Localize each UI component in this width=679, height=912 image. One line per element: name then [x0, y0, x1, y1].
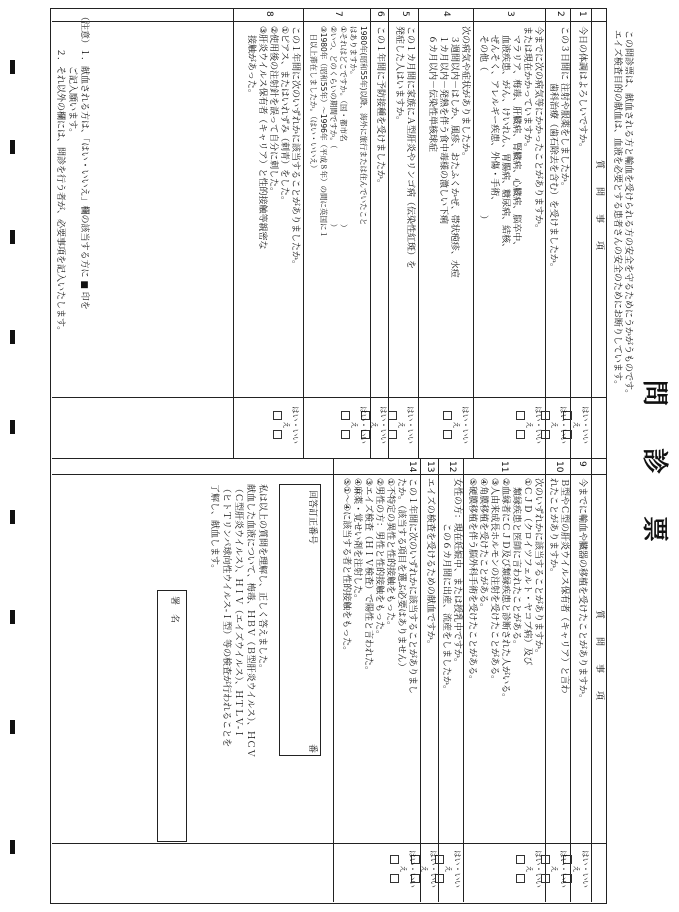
consent-line-1: 私は以上の質問を理解し、正しく答えました。: [257, 484, 267, 674]
q10-answer[interactable]: はい・いいえ: [539, 848, 568, 890]
q5-answer[interactable]: はい・いいえ: [386, 404, 415, 446]
consent-line-3: （Ｃ型肝炎ウイルス）、ＨＩＶ（エイズウイルス）、ＨＴＬＶ-Ｉ: [233, 484, 243, 739]
mark: [10, 840, 15, 854]
q8-number: 8: [264, 11, 274, 17]
q13-number: 13: [425, 461, 435, 473]
mark: [10, 510, 15, 524]
q7-text-5: ③1980年（昭和55年）～1996年（平成８年）の間に英国に１: [319, 26, 328, 238]
q13-answer[interactable]: はい・いいえ: [409, 848, 438, 890]
q11-number: 11: [499, 461, 509, 473]
q14-text-7: ⑤①～④に該当する者と性的接触をもった。: [341, 478, 351, 656]
q12-answer[interactable]: はい・いいえ: [433, 848, 462, 890]
q14-text-6: ④麻薬・覚せい剤を注射した。: [352, 478, 362, 604]
q1-number: 1: [577, 11, 587, 17]
q12-text-1: 女性の方：現在妊娠中、または授乳中ですか。: [452, 478, 462, 668]
q14-text-5: ③エイズ検査（ＨＩＶ検査）で陽性と言われた。: [363, 478, 373, 675]
q11-text-1: 次のいずれかに該当することがありますか。: [533, 478, 543, 659]
consent-line-5: 了解し、献血します。: [209, 484, 219, 574]
q12-text-2: この６カ月間に出産、流産をしましたか。: [441, 478, 451, 695]
mark: [10, 610, 15, 624]
q12-number: 12: [447, 461, 457, 473]
q7-text-6: 日以上滞在しましたか。（はい・いいえ）: [309, 26, 318, 173]
q14-answer[interactable]: はい・いいえ: [388, 848, 417, 890]
q3-text-3: マラリア、梅毒、肝臓病、腎臓病、心臓病、脳卒中、: [511, 26, 521, 251]
mark: [10, 230, 15, 244]
q4-answer[interactable]: はい・いいえ: [441, 404, 470, 446]
q3-answer[interactable]: はい・いいえ: [514, 404, 543, 446]
note-1: （注意）１．献血される方は、「はい・いいえ」欄の該当する方に ■ 印を: [79, 12, 89, 310]
consent-line-4: （ヒトＴリンパ球向性ウイルス-Ｉ型）等の検査が行われることを: [221, 484, 231, 748]
q8-text-2: ①ピアス、またはいれずみ（刺青）をした。: [279, 26, 289, 205]
q11-text-6: ④角膜移植を受けたことがある。: [478, 478, 488, 613]
q3-text-6: その他（ ）: [478, 26, 488, 225]
q7-text-2: はありますか。: [349, 26, 358, 79]
q6-number: 6: [375, 11, 385, 17]
number-label: 番: [307, 744, 317, 754]
q3-text-4: 血液疾患、がん、けいれん、胃腸病、糖尿病、結核、: [500, 26, 510, 253]
q7-text-4: ②いつ、どのくらいの期間ですか。（ ）: [329, 26, 338, 232]
q5-text-1: この１カ月間に家族にＡ型肝炎やリンゴ病（伝染性紅斑）を: [405, 26, 415, 270]
q11-text-7: ⑤硬膜移植を伴う脳外科手術を受けたことがある。: [467, 478, 477, 685]
note-1b: ご記入願います。: [67, 12, 77, 138]
q10-text-2: れたことがありますか。: [548, 478, 558, 578]
q7-answer[interactable]: はい・いいえ: [339, 404, 368, 446]
intro-line-2: エイズ検査目的の献血は、血液を必要とする患者さんの安全のためにお断りしています。: [612, 30, 622, 390]
q14-text-4: ②男性の方：男性と性的接触をもった。: [374, 478, 384, 640]
left-header: 質 問 事 項: [594, 160, 604, 251]
q6-text: この１年間に予防接種を受けましたか。: [375, 26, 385, 189]
signature-box[interactable]: [157, 590, 187, 842]
q3-text-2: または現在かかっていますか。: [522, 26, 532, 153]
q7-number: 7: [333, 11, 343, 17]
q14-text-2: たか。（該当する項目を選ぶ必要はありません）: [396, 478, 406, 672]
q9-number: 9: [577, 461, 587, 467]
q3-text-1: 今までに次の病気等にかかったことがありますか。: [533, 26, 543, 234]
q14-text-1: この１年間に次のいずれかに該当することがありまし: [407, 478, 417, 695]
q8-text-5: 接触があった。: [246, 26, 256, 98]
q10-number: 10: [554, 461, 564, 473]
q7-text-3: ①それはどこですか。（国・都市名 ）: [339, 26, 348, 232]
signature-label: 署 名: [169, 596, 179, 624]
q1-answer[interactable]: はい・いいえ: [561, 404, 590, 446]
intro-line-1: この問診票は、献血される方と輸血を受けられる方の安全を守るためにうかがうものです。: [623, 30, 633, 399]
note-2: ２．それ以外の欄には、問診を行う者が、必要事項を記入いたします。: [55, 12, 65, 336]
q3-number: 3: [505, 11, 515, 17]
q9-answer[interactable]: はい・いいえ: [561, 848, 590, 890]
q5-number: 5: [400, 11, 410, 17]
q11-answer[interactable]: はい・いいえ: [514, 848, 543, 890]
mark: [10, 720, 15, 734]
q8-text-3: ②使用後の注射針を誤って自分に刺した。: [268, 26, 278, 197]
consent-line-2: 献血した血液について、梅毒、ＨＢＶ（Ｂ型肝炎ウイルス）、ＨＣＶ: [245, 484, 255, 758]
q4-number: 4: [441, 11, 451, 17]
q14-text-3: ①不特定の異性と性的接触をもった。: [385, 478, 395, 631]
q9-text: 今までに輸血や臓器の移植を受けたことがありますか。: [577, 478, 587, 704]
mark: [10, 330, 15, 344]
q2-text-1: この３日間に 注射や服薬をしましたか。: [559, 26, 569, 191]
q14-number: 14: [407, 461, 417, 473]
right-header: 質 問 事 項: [594, 610, 604, 701]
q4-text-2: ３週間以内－はしか、風疹、おたふくかぜ、帯状疱疹、水痘: [449, 26, 459, 278]
q8-text-4: ③肝炎ウイルス保有者（キャリア）と性的接触等親密な: [257, 26, 267, 250]
q11-text-2: ①ＣＪＤ（クロイツフェルト・ヤコブ病）及び: [522, 478, 532, 666]
q3-text-5: ぜんそく、アレルギー疾患、外傷・手術、: [489, 26, 499, 206]
q4-text-1: 次の病気や症状がありましたか。: [460, 26, 470, 162]
q8-answer[interactable]: はい・いいえ: [271, 404, 300, 446]
mark: [10, 420, 15, 434]
q2-answer[interactable]: はい・いいえ: [539, 404, 568, 446]
q4-text-3: １カ月以内－発熱を伴う食中毒様の激しい下痢: [438, 26, 448, 225]
q2-number: 2: [555, 11, 565, 17]
q2-text-2: 歯科治療（歯石除去を含む）を受けましたか。: [548, 26, 558, 272]
form-title: 問 診 票: [639, 380, 669, 551]
q1-text: 今日の体調はよろしいですか。: [577, 26, 587, 153]
mark: [10, 60, 15, 74]
correction-label: 回答訂正番号: [307, 490, 317, 545]
q7-text-1: 1980年(昭和55年)以降、海外に旅行または住んでいたこと: [359, 26, 368, 226]
q8-text-1: この１年間に次のいずれかに該当することがありましたか。: [290, 26, 300, 270]
q5-text-2: 発症した人はいますか。: [394, 26, 404, 126]
q6-answer[interactable]: はい・いいえ: [359, 404, 388, 446]
q11-text-5: ③人由来成長ホルモンの注射を受けたことがある。: [489, 478, 499, 685]
q11-text-4: ②血縁者にＣＪＤ及び類縁疾患と診断された人がいる。: [500, 478, 510, 703]
q11-text-3: 類縁疾患と医師に言われたことがある。: [511, 478, 521, 650]
q4-text-4: ６カ月以内－伝染性単核球症: [427, 26, 437, 153]
mark: [10, 140, 15, 154]
q13-text: エイズの検査を受けるための献血ですか。: [425, 478, 435, 649]
q10-text-1: Ｂ型やＣ型の肝炎ウイルス保有者（キャリア）と言わ: [559, 478, 569, 694]
